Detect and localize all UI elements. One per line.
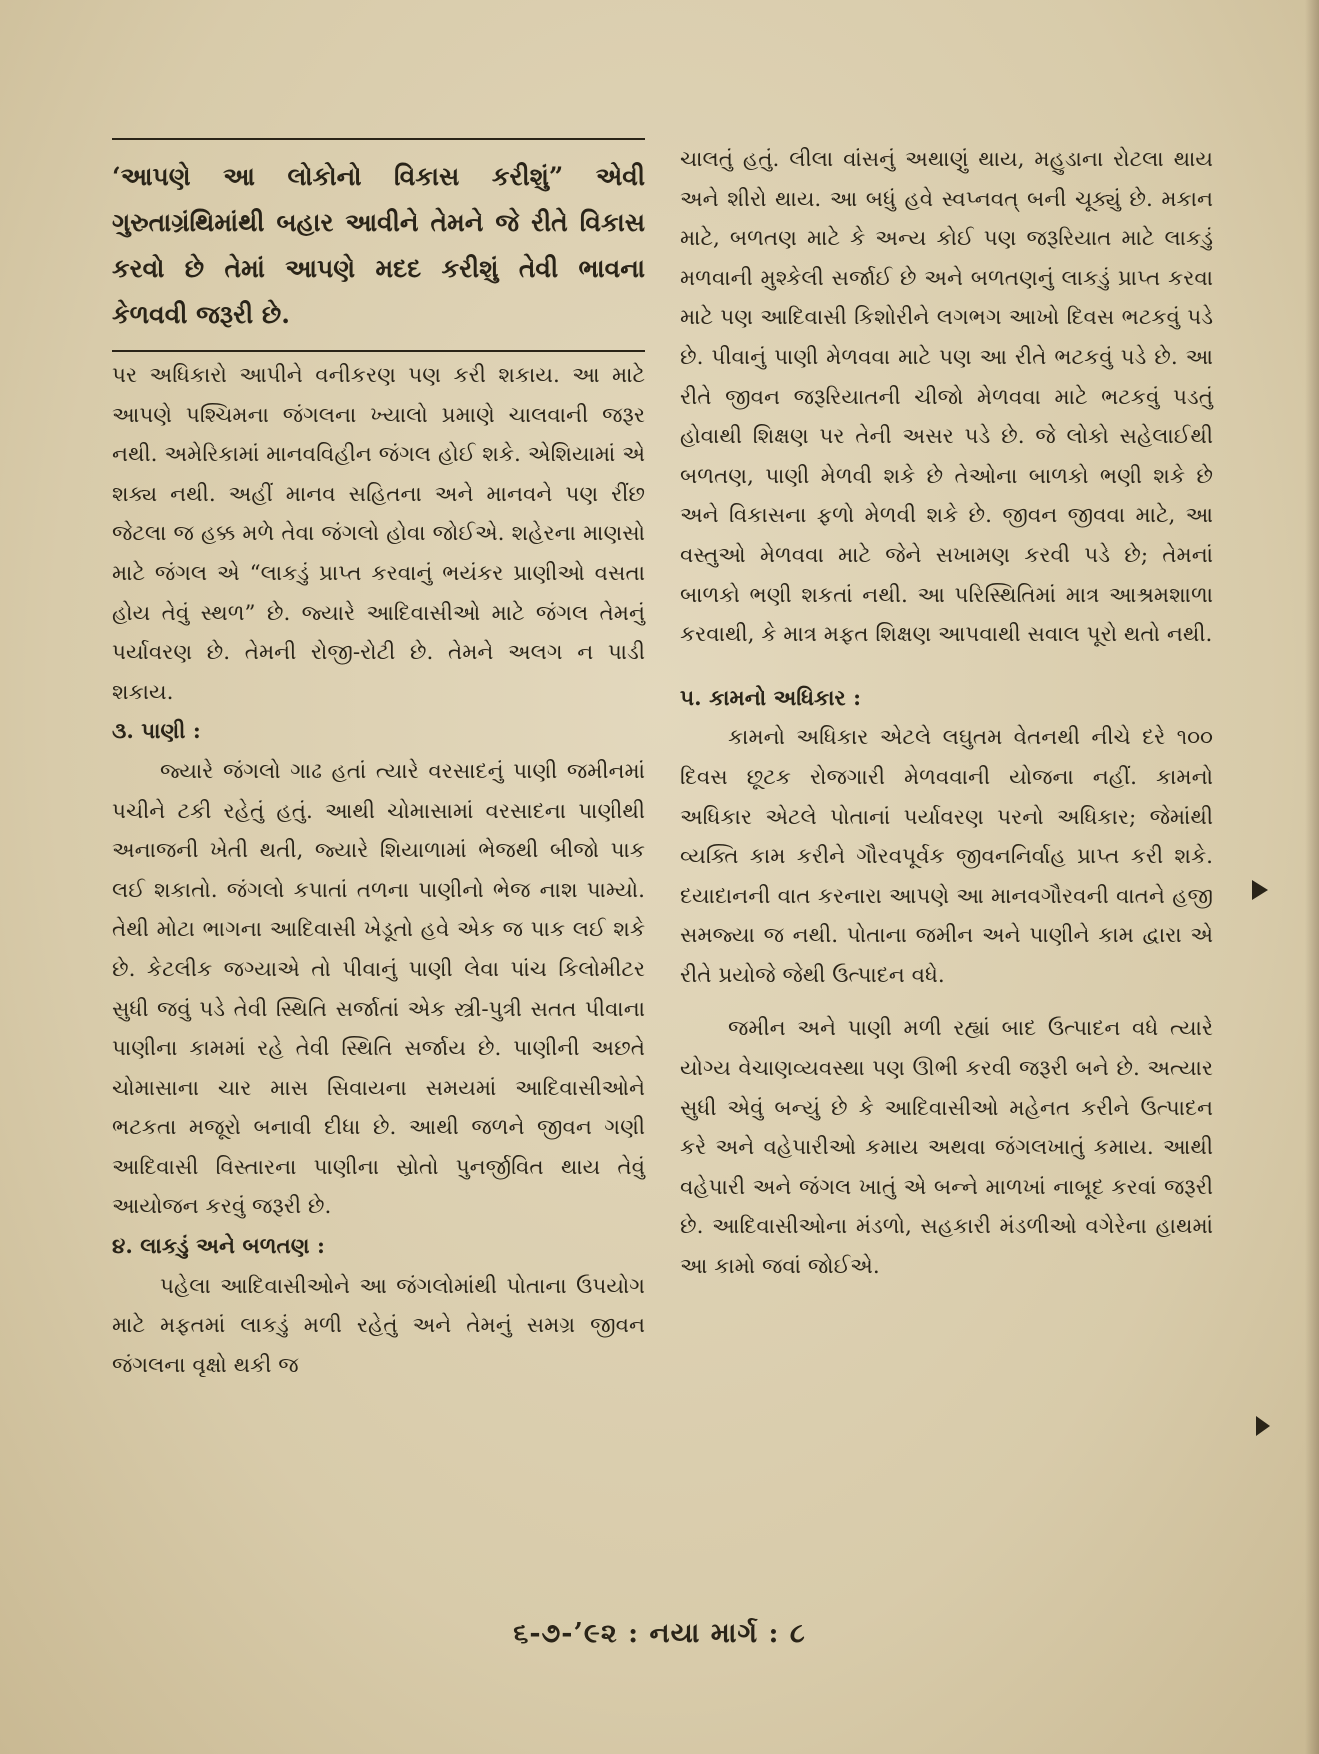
paragraph-marketing: જમીન અને પાણી મળી રહ્યાં બાદ ઉત્પાદન વધે ત્યારે યોગ્ય વેચાણવ્યવસ્થા પણ ઊભી કરવી જરૂરી બને છે. અત્યાર સુધી એવું બન્યું છે કે આદિવાસીઓ મહેનત કરીને ઉત્પાદન કરે અને વહેપારીઓ કમાય અથવા જંગલખાતું કમાય. આથી વહેપારી અને જંગલ ખાતું એ બન્ને માળખાં નાબૂદ કરવાં જરૂરી છે. આદિવાસીઓના મંડળો, સહકારી મંડળીઓ વગેરેના હાથમાં આ કામો જવાં જોઈએ. [680, 1016, 1213, 1280]
paragraph-right-to-work: કામનો અધિકાર એટલે લઘુતમ વેતનથી નીચે દરે ૧૦૦ દિવસ છૂટક રોજગારી મેળવવાની યોજના નહીં. કામનો અધિકાર એટલે પોતાનાં પર્યાવરણ પરનો અધિકાર; જેમાંથી વ્યક્તિ કામ કરીને ગૌરવપૂર્વક જીવનનિર્વાહ પ્રાપ્ત કરી શકે. દયાદાનની વાત કરનારા આપણે આ માનવગૌરવની વાતને હજી સમજ્યા જ નથી. પોતાના જમીન અને પાણીને કામ દ્વારા એ રીતે પ્રયોજે જેથી ઉત્પાદન વધે. [680, 725, 1213, 988]
margin-mark-icon [1256, 1416, 1270, 1436]
pull-quote-bottom-rule [112, 350, 645, 352]
page-footer: ૬-૭-’૯૨ : નયા માર્ગ : ૮ [513, 1618, 806, 1649]
paragraph-water: જ્યારે જંગલો ગાઢ હતાં ત્યારે વરસાદનું પાણી જમીનમાં પચીને ટકી રહેતું હતું. આથી ચોમાસામાં વરસાદના પાણીથી અનાજની ખેતી થતી, જ્યારે શિયાળામાં ભેજથી બીજો પાક લઈ શકાતો. જંગલો કપાતાં તળના પાણીનો ભેજ નાશ પામ્યો. તેથી મોટા ભાગના આદિવાસી ખેડૂતો હવે એક જ પાક લઈ શકે છે. કેટલીક જગ્યાએ તો પીવાનું પાણી લેવા પાંચ કિલોમીટર સુધી જવું પડે તેવી સ્થિતિ સર્જાતાં એક સ્ત્રી-પુત્રી સતત પીવાના પાણીના કામમાં રહે તેવી સ્થિતિ સર્જાય છે. પાણીની અછતે ચોમાસાના ચાર માસ સિવાયના સમયમાં આદિવાસીઓને ભટકતા મજૂરો બનાવી દીધા છે. આથી જળને જીવન ગણી આદિવાસી વિસ્તારના પાણીના સ્રોતો પુનર્જીવિત થાય તેવું આયોજન કરવું જરૂરી છે. [112, 758, 645, 1220]
page-edge-shadow [1305, 0, 1319, 1754]
pull-quote: ‘આપણે આ લોકોનો વિકાસ કરીશું” એવી ગુરુતાગ્રંથિમાંથી બહાર આવીને તેમને જે રીતે વિકાસ કરવો છે તેમાં આપણે મદદ કરીશું તેવી ભાવના કેળવવી જરૂરી છે. [112, 162, 645, 329]
section-gap [680, 995, 1213, 1009]
margin-mark-icon [1252, 880, 1268, 900]
heading-water: ૩. પાણી : [112, 719, 201, 745]
paragraph-forest-rights: પર અધિકારો આપીને વનીકરણ પણ કરી શકાય. આ માટે આપણે પશ્ચિમના જંગલના ખ્યાલો પ્રમાણે ચાલવાની જરૂર નથી. અમેરિકામાં માનવવિહીન જંગલ હોઈ શકે. એશિયામાં એ શક્ય નથી. અહીં માનવ સહિતના અને માનવને પણ રીંછ જેટલા જ હક્ક મળે તેવા જંગલો હોવા જોઈએ. શહેરના માણસો માટે જંગલ એ “લાકડું પ્રાપ્ત કરવાનું ભયંકર પ્રાણીઓ વસતા હોય તેવું સ્થળ” છે. જ્યારે આદિવાસીઓ માટે જંગલ તેમનું પર્યાવરણ છે. તેમની રોજી-રોટી છે. તેમને અલગ ન પાડી શકાય. [112, 363, 645, 705]
paragraph-wood-fuel-continued: ચાલતું હતું. લીલા વાંસનું અથાણું થાય, મહુડાના રોટલા થાય અને શીરો થાય. આ બધું હવે સ્વપ્નવત્ બની ચૂક્યું છે. મકાન માટે, બળતણ માટે કે અન્ય કોઈ પણ જરૂરિયાત માટે લાકડું મળવાની મુશ્કેલી સર્જાઈ છે અને બળતણનું લાકડું પ્રાપ્ત કરવા માટે પણ આદિવાસી કિશોરીને લગભગ આખો દિવસ ભટકવું પડે છે. પીવાનું પાણી મેળવવા માટે પણ આ રીતે ભટકવું પડે છે. આ રીતે જીવન જરૂરિયાતની ચીજો મેળવવા માટે ભટકવું પડતું હોવાથી શિક્ષણ પર તેની અસર પડે છે. જે લોકો સહેલાઈથી બળતણ, પાણી મેળવી શકે છે તેઓના બાળકો ભણી શકે છે અને વિકાસના ફળો મેળવી શકે છે. જીવન જીવવા માટે, આ વસ્તુઓ મેળવવા માટે જેને સખામણ કરવી પડે છે; તેમનાં બાળકો ભણી શકતાં નથી. આ પરિસ્થિતિમાં માત્ર આશ્રમશાળા કરવાથી, કે માત્ર મફત શિક્ષણ આપવાથી સવાલ પૂરો થતો નથી. [680, 147, 1213, 648]
right-column [680, 140, 1213, 1287]
left-column [112, 138, 645, 1385]
heading-right-to-work: ૫. કામનો અધિકાર : [680, 685, 862, 711]
section-gap [680, 655, 1213, 679]
paragraph-wood-fuel: પહેલા આદિવાસીઓને આ જંગલોમાંથી પોતાના ઉપયોગ માટે મફતમાં લાકડું મળી રહેતું અને તેમનું સમગ્ર જીવન જંગલના વૃક્ષો થકી જ [112, 1273, 645, 1378]
heading-wood-fuel: ૪. લાકડું અને બળતણ : [112, 1234, 325, 1260]
